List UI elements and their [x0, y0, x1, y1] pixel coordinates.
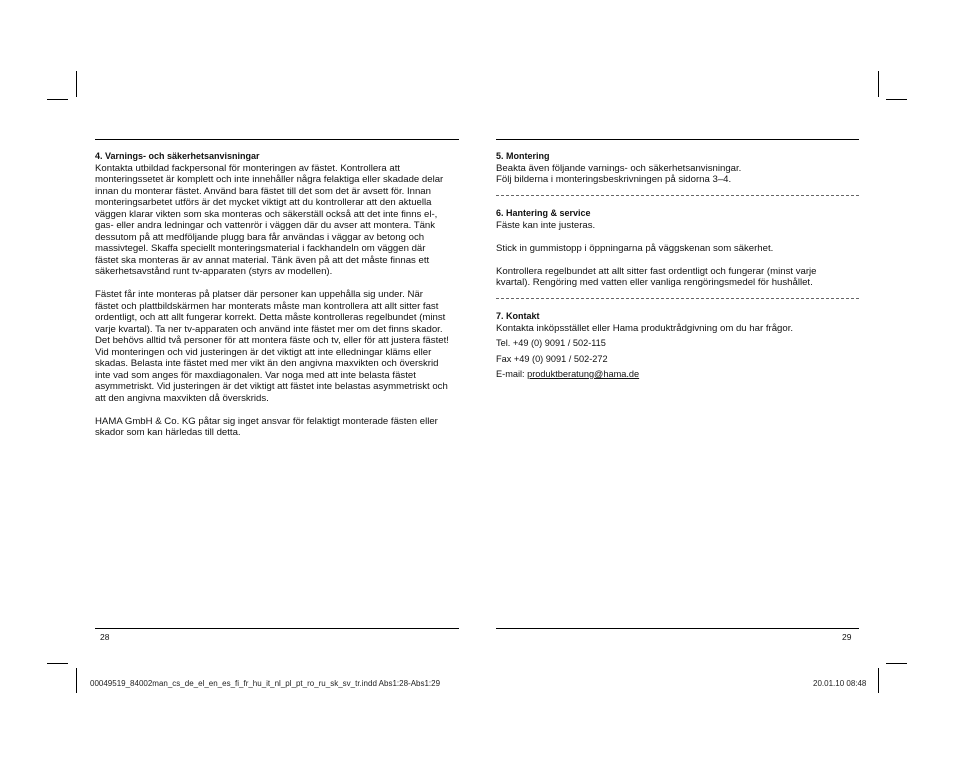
- slug-filename: 00049519_84002man_cs_de_el_en_es_fi_fr_hu_it_nl_pl_pt_ro_ru_sk_sv_tr.indd Abs1:28-Abs1:29: [90, 679, 441, 688]
- crop-mark-top-right-h: [886, 99, 907, 100]
- page-number-right: 29: [842, 632, 852, 642]
- right-top-rule: [496, 139, 859, 140]
- crop-mark-top-left-v: [76, 71, 77, 97]
- crop-mark-top-right-v: [878, 71, 879, 97]
- contact-email-label: E-mail:: [496, 369, 528, 379]
- crop-mark-bottom-right-v: [878, 668, 879, 693]
- section-4-heading: 4. Varnings- och säkerhetsanvisningar: [95, 151, 260, 161]
- crop-mark-bottom-right-h: [886, 663, 907, 664]
- contact-fax: Fax +49 (0) 9091 / 502-272: [496, 353, 608, 364]
- contact-email-line: [496, 369, 860, 381]
- crop-mark-top-left-h: [47, 99, 68, 100]
- crop-mark-bottom-left-h: [47, 663, 68, 664]
- section-5-heading: 5. Montering: [496, 151, 550, 161]
- dashed-divider-1: [496, 195, 859, 196]
- section-4-paragraph-2: Fästet får inte monteras på platser där personer kan uppehålla sig under. När fästet och plattbildskärmen har monterats måste man kontrollera att allt sitter fast ordentligt, och att allt fungerar korrekt. Detta måste kontrolleras regelbundet (minst varje kvartal). Ta ner tv-apparaten och använd inte fästet mer om det finns skador. Det behövs alltid två personer för att montera fäste och tv, eller för att justera fästet! Vid monteringen och vid justeringen är det viktigt att inte elledningar kläms eller skadas. Belasta inte fästet med mer vikt än den angivna maxvikten och överskrid inte vad som anges för maxdiagonalen. Var noga med att inte belasta fästet asymmetriskt. Vid justeringen är det viktigt att fästet inte belastas asymmetriskt och att den angivna maxvikten då överskrids.: [95, 289, 449, 404]
- left-bottom-rule: [95, 628, 459, 629]
- section-6-line-1: Fäste kan inte justeras.: [496, 219, 596, 231]
- section-5-line-1: Beakta även följande varnings- och säkerhetsanvisningar.: [496, 162, 742, 174]
- section-4-paragraph-3: HAMA GmbH & Co. KG påtar sig inget ansvar för felaktigt monterade fästen eller skador som kan härledas till detta.: [95, 415, 438, 438]
- crop-mark-bottom-left-v: [76, 668, 77, 693]
- contact-email-link[interactable]: produktberatung@hama.de: [527, 369, 640, 379]
- contact-phone: Tel. +49 (0) 9091 / 502-115: [496, 338, 606, 348]
- left-top-rule: [95, 139, 459, 140]
- section-6-line-2: Stick in gummistopp i öppningarna på väggskenan som säkerhet.: [496, 242, 774, 254]
- right-column-section-6: [496, 208, 860, 289]
- slug-datetime: 20.01.10 08:48: [813, 679, 867, 688]
- section-7-heading: 7. Kontakt: [496, 311, 540, 321]
- right-column-section-5: [496, 151, 860, 186]
- right-column-section-7: [496, 311, 860, 381]
- left-column: [95, 151, 463, 439]
- right-bottom-rule: [496, 628, 859, 629]
- section-4-paragraph-1: Kontakta utbildad fackpersonal för monteringen av fästet. Kontrollera att monteringssetet är komplett och inte innehåller några felaktiga eller skadade delar innan du monterar fästet. Använd bara fästet till det som det är avsett för. Innan monteringsarbetet utförs är det mycket viktigt att du kontrollerar att den aktuella väggen klarar vikten som ska monteras och säkerställ också att det inte finns el-, gas- eller andra ledningar och vattenrör i väggen där du avser att montera. Tänk dessutom på att medföljande plugg bara får användas i väggar av betong och massivtegel. Skaffa speciellt monteringsmaterial i fackhandeln om väggen där fästet ska monteras är av annat material. Tänk även på att det måste finnas ett säkerhetsavstånd runt tv-apparaten (styrs av modellen).: [95, 162, 444, 277]
- page-number-left: 28: [100, 632, 110, 642]
- dashed-divider-2: [496, 298, 859, 299]
- section-7-line-1: Kontakta inköpsstället eller Hama produktrådgivning om du har frågor.: [496, 322, 794, 334]
- section-6-line-3: Kontrollera regelbundet att allt sitter fast ordentligt och fungerar (minst varje kvartal). Rengöring med vatten eller vanliga rengöringsmedel för hushållet.: [496, 265, 817, 288]
- section-5-line-2: Följ bilderna i monteringsbeskrivningen på sidorna 3–4.: [496, 174, 732, 185]
- section-6-heading: 6. Hantering & service: [496, 208, 591, 218]
